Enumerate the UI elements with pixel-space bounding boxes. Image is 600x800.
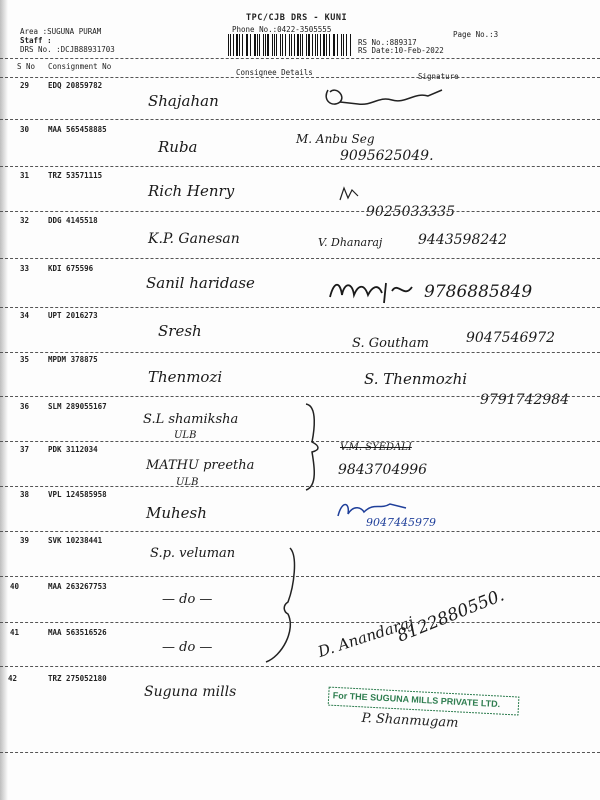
consignee-name: Sresh — [158, 322, 202, 340]
row-consignment: PDK 3112034 — [48, 445, 98, 454]
row-consignment: SVK 10238441 — [48, 536, 103, 545]
barcode-bar — [294, 34, 295, 56]
barcode-bar — [341, 34, 342, 56]
row-rule — [0, 307, 600, 308]
row-sno: 33 — [20, 264, 30, 273]
barcode-bar — [308, 34, 310, 56]
barcode-bar — [337, 34, 338, 56]
page-number: Page No.:3 — [453, 30, 499, 39]
header-rule — [0, 58, 600, 59]
consignee-name: — do — — [162, 640, 213, 655]
row-consignment: MAA 565458885 — [48, 125, 107, 134]
signature-text: V.M. SYEDALI — [340, 442, 412, 453]
barcode-bar — [230, 34, 231, 56]
consignee-name: MATHU preetha — [146, 458, 255, 473]
rs-date: RS Date:10-Feb-2022 — [358, 46, 444, 55]
row-sno: 39 — [20, 536, 30, 545]
consignee-note: ULB — [176, 477, 199, 488]
row-sno: 38 — [20, 490, 30, 499]
consignee-name: Rich Henry — [148, 182, 235, 200]
consignee-name: S.L shamiksha — [143, 412, 239, 427]
barcode-bar — [334, 34, 335, 56]
barcode-bar — [274, 34, 275, 56]
barcode-bar — [326, 34, 327, 56]
phone-handwritten: 9443598242 — [418, 232, 508, 248]
phone-handwritten: 9791742984 — [480, 392, 570, 408]
row-rule — [0, 352, 600, 353]
company-stamp — [321, 683, 523, 741]
area-label: Area :SUGUNA PURAM — [20, 27, 102, 36]
barcode-bar — [242, 34, 243, 56]
phone-number: Phone No.:0422-3505555 — [232, 25, 332, 34]
signature-text: S. Thenmozhi — [364, 370, 468, 388]
consignee-note: ULB — [174, 430, 197, 441]
rs-number: RS No.:889317 — [358, 38, 417, 47]
barcode-bar — [323, 34, 325, 56]
signature-mark — [318, 82, 448, 118]
row-rule — [0, 441, 600, 442]
scan-edge-shadow — [0, 0, 8, 800]
barcode-bar — [267, 34, 269, 56]
row-rule — [0, 622, 600, 623]
row-consignment: KDI 675596 — [48, 264, 94, 273]
barcode-bar — [289, 34, 291, 56]
stamp-signature: P. Shanmugam — [361, 710, 459, 731]
header-rule-bottom — [0, 77, 600, 78]
consignee-name: Suguna mills — [144, 684, 237, 700]
barcode-bar — [333, 34, 334, 56]
barcode-bar — [329, 34, 330, 56]
row-sno: 40 — [10, 582, 20, 591]
barcode-bar — [297, 34, 298, 56]
barcode-bar — [320, 34, 321, 56]
row-consignment: SLM 289055167 — [48, 402, 107, 411]
barcode-bar — [312, 34, 313, 56]
phone-handwritten: 9843704996 — [338, 462, 428, 478]
row-sno: 32 — [20, 216, 30, 225]
signature-mark — [328, 277, 418, 305]
row-sno: 36 — [20, 402, 30, 411]
barcode-bar — [282, 34, 283, 56]
drs-number: DRS No. :DCJB88931703 — [20, 45, 115, 54]
phone-handwritten: 9047445979 — [366, 516, 436, 529]
phone-handwritten: 9095625049. — [340, 148, 434, 164]
barcode-bar — [257, 34, 258, 56]
row-consignment: MPDM 378875 — [48, 355, 98, 364]
barcode-bar — [276, 34, 277, 56]
stamp-company-line: For THE SUGUNA MILLS PRIVATE LTD. — [332, 690, 501, 710]
row-sno: 42 — [8, 674, 18, 683]
barcode-bar — [315, 34, 316, 56]
row-rule — [0, 531, 600, 532]
barcode-bar — [239, 34, 240, 56]
barcode-bar — [236, 34, 238, 56]
barcode-bar — [317, 34, 318, 56]
row-sno: 35 — [20, 355, 30, 364]
barcode-bar — [263, 34, 264, 56]
row-sno: 29 — [20, 81, 30, 90]
bracket-mark — [302, 402, 326, 492]
signature-mark — [338, 186, 362, 204]
phone-handwritten: 9025033335 — [366, 204, 456, 220]
row-rule — [0, 666, 600, 667]
consignee-name: S.p. veluman — [150, 546, 236, 561]
col-sno: S No — [17, 62, 36, 71]
row-rule — [0, 211, 600, 212]
barcode — [228, 34, 352, 56]
col-consignee: Consignee Details — [236, 68, 313, 77]
barcode-bar — [302, 34, 303, 56]
footer-rule — [0, 752, 600, 753]
consignee-name: K.P. Ganesan — [148, 231, 240, 247]
row-consignment: DDG 4145518 — [48, 216, 98, 225]
consignee-name: Sanil haridase — [146, 274, 255, 292]
barcode-bar — [265, 34, 266, 56]
barcode-bar — [306, 34, 307, 56]
row-sno: 31 — [20, 171, 30, 180]
barcode-bar — [272, 34, 273, 56]
row-rule — [0, 119, 600, 120]
phone-handwritten: 9047546972 — [466, 330, 556, 346]
row-consignment: TRZ 53571115 — [48, 171, 103, 180]
signature-text: M. Anbu Seg — [296, 132, 375, 146]
phone-handwritten: 9786885849 — [424, 282, 533, 302]
row-consignment: EDQ 20859782 — [48, 81, 103, 90]
barcode-bar — [285, 34, 286, 56]
barcode-bar — [350, 34, 351, 56]
bracket-mark — [262, 546, 302, 666]
row-consignment: TRZ 275052180 — [48, 674, 107, 683]
consignee-name: Shajahan — [148, 92, 219, 110]
consignee-name: Ruba — [158, 138, 198, 156]
barcode-bar — [291, 34, 292, 56]
row-consignment: VPL 124585958 — [48, 490, 107, 499]
barcode-bar — [254, 34, 256, 56]
row-consignment: MAA 263267753 — [48, 582, 107, 591]
barcode-bar — [300, 34, 301, 56]
col-consignment: Consignment No — [48, 62, 112, 71]
consignee-name: Muhesh — [146, 504, 207, 522]
row-rule — [0, 396, 600, 397]
row-rule — [0, 486, 600, 487]
barcode-bar — [346, 34, 347, 56]
signature-text: D. Anandaraj — [315, 613, 416, 661]
row-sno: 37 — [20, 445, 30, 454]
consignee-name: Thenmozi — [148, 368, 223, 386]
row-sno: 30 — [20, 125, 30, 134]
row-sno: 34 — [20, 311, 30, 320]
row-consignment: MAA 563516526 — [48, 628, 107, 637]
barcode-bar — [280, 34, 281, 56]
sheet-title: TPC/CJB DRS - KUNI — [246, 13, 348, 23]
barcode-bar — [228, 34, 229, 56]
barcode-bar — [250, 34, 251, 56]
barcode-bar — [246, 34, 247, 56]
signature-text: S. Goutham — [352, 336, 429, 351]
row-sno: 41 — [10, 628, 20, 637]
col-signature: Signature — [418, 72, 459, 81]
barcode-bar — [233, 34, 234, 56]
phone-handwritten: 8122880550. — [394, 585, 508, 647]
barcode-bar — [247, 34, 248, 56]
staff-label: Staff : — [20, 36, 52, 45]
signature-text: V. Dhanaraj — [318, 236, 383, 249]
barcode-bar — [343, 34, 345, 56]
barcode-bar — [259, 34, 260, 56]
consignee-name: — do — — [162, 592, 213, 607]
row-rule — [0, 258, 600, 259]
row-rule — [0, 166, 600, 167]
row-consignment: UPT 2016273 — [48, 311, 98, 320]
